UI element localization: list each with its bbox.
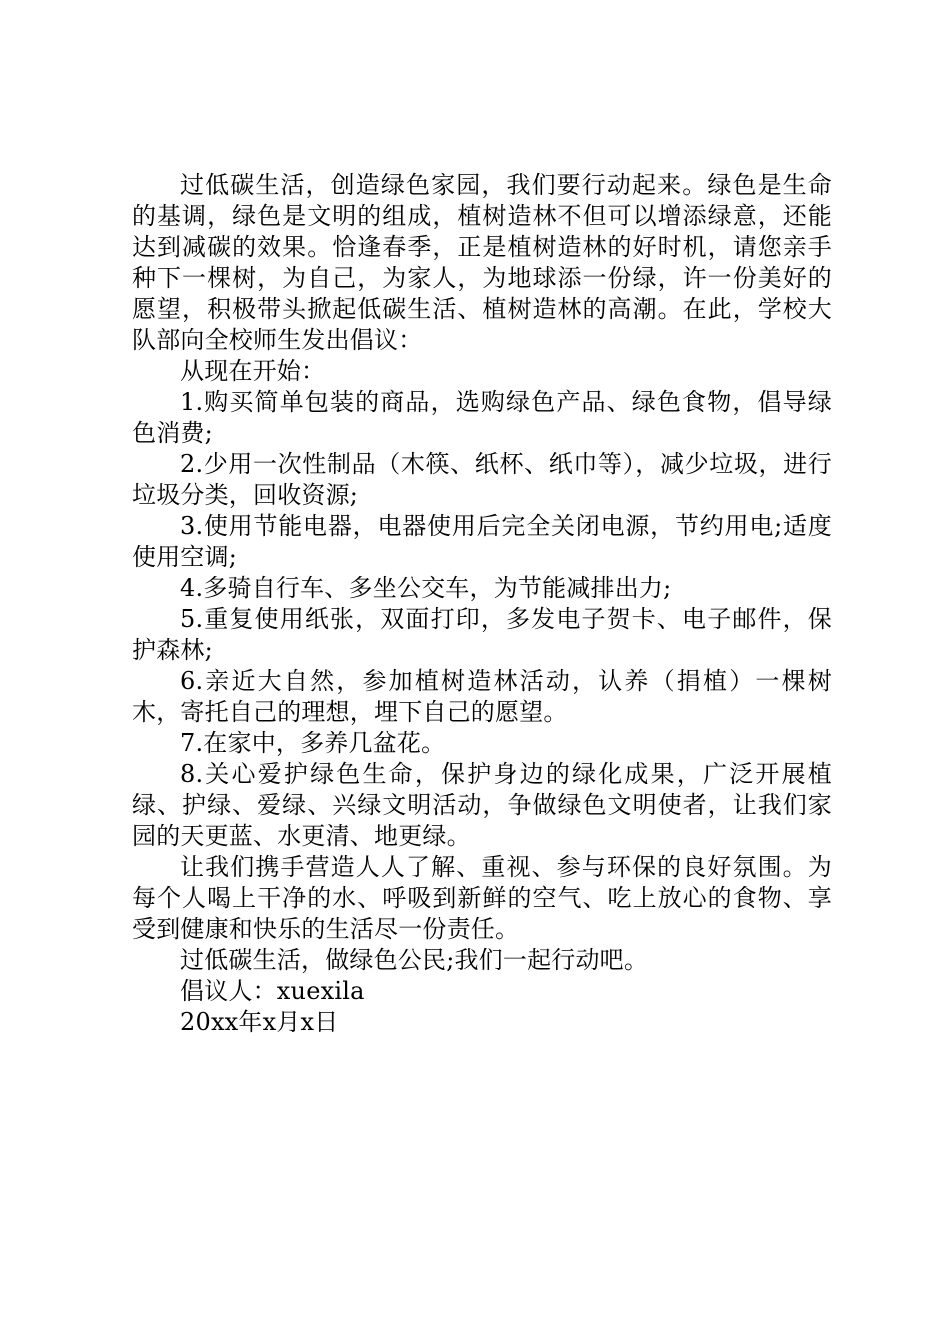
signer-line: 倡议人：xuexila	[180, 977, 365, 1005]
list-item: 6.亲近大自然，参加植树造林活动，认养（捐植）一棵树木，寄托自己的理想，埋下自己的愿望。	[132, 667, 832, 726]
document-body	[132, 170, 832, 1038]
slogan-line: 过低碳生活，做绿色公民;我们一起行动吧。	[180, 946, 649, 974]
list-item: 4.多骑自行车、多坐公交车，为节能减排出力;	[180, 574, 672, 602]
intro-paragraph: 过低碳生活，创造绿色家园，我们要行动起来。绿色是生命的基调，绿色是文明的组成，植树造林不但可以增添绿意，还能达到减碳的效果。恰逢春季，正是植树造林的好时机，请您亲手种下一棵树，为自己，为家人，为地球添一份绿，许一份美好的愿望，积极带头掀起低碳生活、植树造林的高潮。在此，学校大队部向全校师生发出倡议：	[132, 171, 832, 354]
list-item: 3.使用节能电器，电器使用后完全关闭电源，节约用电;适度使用空调;	[132, 512, 832, 571]
list-item: 1.购买简单包装的商品，选购绿色产品、绿色食物，倡导绿色消费;	[132, 388, 832, 447]
list-item: 8.关心爱护绿色生命，保护身边的绿化成果，广泛开展植绿、护绿、爱绿、兴绿文明活动，争做绿色文明使者，让我们家园的天更蓝、水更清、地更绿。	[132, 760, 832, 850]
list-item: 2.少用一次性制品（木筷、纸杯、纸巾等），减少垃圾，进行垃圾分类，回收资源;	[132, 450, 832, 509]
date-line: 20xx年x月x日	[180, 1008, 339, 1036]
closing-paragraph: 让我们携手营造人人了解、重视、参与环保的良好氛围。为每个人喝上干净的水、呼吸到新鲜的空气、吃上放心的食物、享受到健康和快乐的生活尽一份责任。	[132, 853, 832, 943]
start-line: 从现在开始：	[180, 357, 326, 385]
list-item: 5.重复使用纸张，双面打印，多发电子贺卡、电子邮件，保护森林;	[132, 605, 832, 664]
list-item: 7.在家中，多养几盆花。	[180, 729, 446, 757]
